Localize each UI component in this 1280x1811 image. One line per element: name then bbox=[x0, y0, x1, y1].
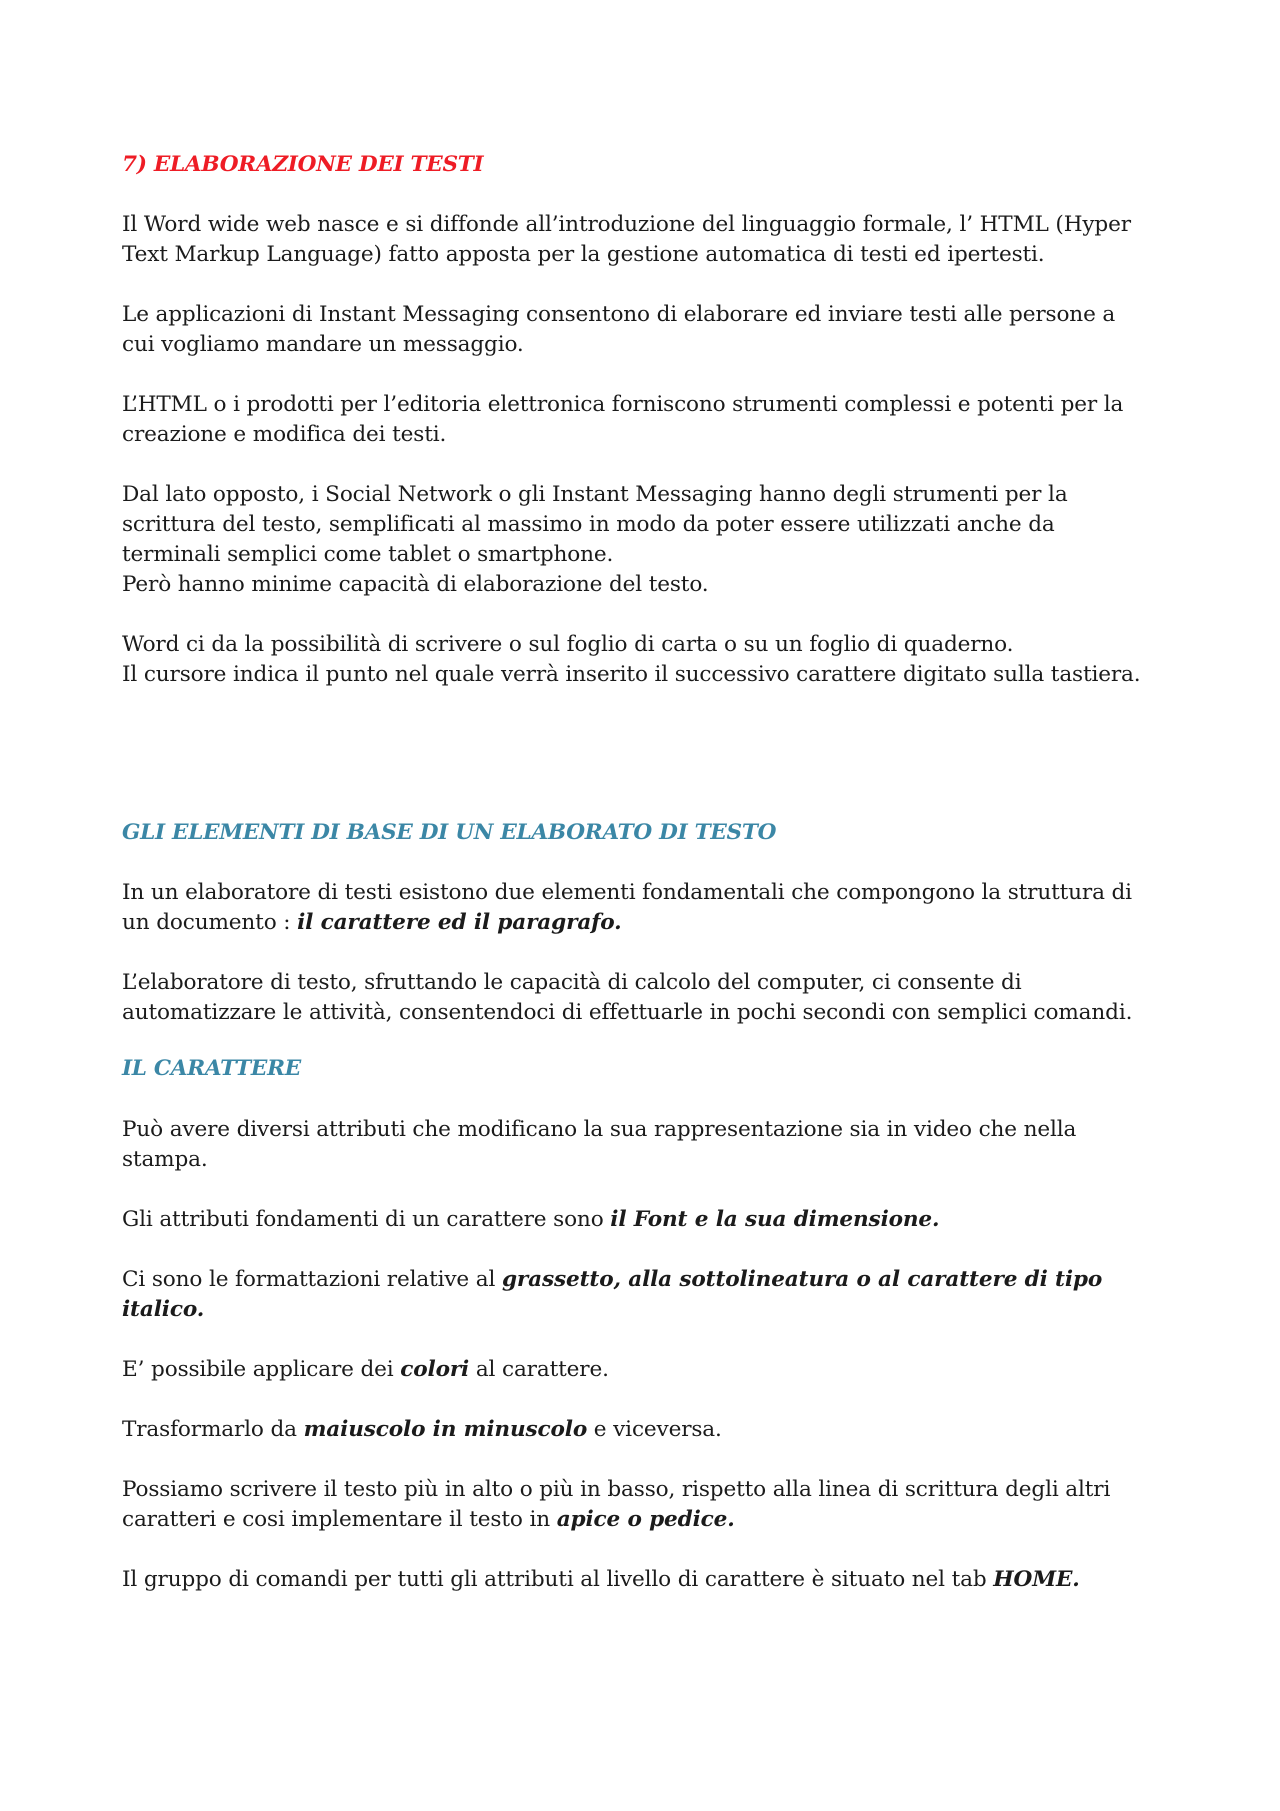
text-line: Il cursore indica il punto nel quale verrà inserito il successivo carattere digitato sulla tastiera. bbox=[122, 662, 1141, 687]
paragraph-word-cursore bbox=[122, 630, 1162, 690]
paragraph-elementi-fondamentali bbox=[122, 878, 1162, 938]
text-line bbox=[122, 1265, 1162, 1295]
text-line: Text Markup Language) fatto apposta per la gestione automatica di testi ed ipertesti. bbox=[122, 242, 1045, 267]
section-heading-elementi-base: GLI ELEMENTI DI BASE DI UN ELABORATO DI TESTO bbox=[122, 820, 777, 845]
paragraph-elaboratore-testo bbox=[122, 968, 1162, 1028]
text-line: stampa. bbox=[122, 1147, 208, 1172]
text-run: caratteri e cosi implementare il testo in bbox=[122, 1507, 557, 1532]
paragraph-apice-pedice bbox=[122, 1475, 1162, 1535]
paragraph-www-html bbox=[122, 210, 1162, 270]
section-heading-elaborazione: 7) ELABORAZIONE DEI TESTI bbox=[122, 152, 484, 177]
text-run: Ci sono le formattazioni relative al bbox=[122, 1267, 502, 1292]
text-line bbox=[122, 1205, 1162, 1235]
text-line: Le applicazioni di Instant Messaging consentono di elaborare ed inviare testi alle persone a bbox=[122, 302, 1116, 327]
text-line: Però hanno minime capacità di elaborazione del testo. bbox=[122, 572, 709, 597]
emphasis-text: HOME. bbox=[993, 1567, 1080, 1592]
text-line: L’HTML o i prodotti per l’editoria elettronica forniscono strumenti complessi e potenti per la bbox=[122, 392, 1124, 417]
text-run: Trasformarlo da bbox=[122, 1417, 304, 1442]
text-run: Il gruppo di comandi per tutti gli attributi al livello di carattere è situato nel tab bbox=[122, 1567, 994, 1592]
text-line: automatizzare le attività, consentendoci di effettuarle in pochi secondi con semplici comandi. bbox=[122, 1000, 1133, 1025]
emphasis-text: maiuscolo in minuscolo bbox=[303, 1417, 588, 1442]
text-line bbox=[122, 1505, 1162, 1535]
text-line bbox=[122, 908, 1162, 938]
text-line: terminali semplici come tablet o smartphone. bbox=[122, 542, 614, 567]
paragraph-instant-messaging bbox=[122, 300, 1162, 360]
emphasis-text: grassetto, alla sottolineatura o al carattere di tipo bbox=[501, 1267, 1103, 1292]
paragraph-colori bbox=[122, 1355, 1162, 1385]
paragraph-social-network bbox=[122, 480, 1162, 600]
text-line: Possiamo scrivere il testo più in alto o più in basso, rispetto alla linea di scrittura degli altri bbox=[122, 1477, 1111, 1502]
paragraph-formattazioni bbox=[122, 1265, 1162, 1325]
text-run: un documento : bbox=[122, 910, 298, 935]
text-line: Il Word wide web nasce e si diffonde all’introduzione del linguaggio formale, l’ HTML (Hyper bbox=[122, 212, 1131, 237]
text-line: Dal lato opposto, i Social Network o gli Instant Messaging hanno degli strumenti per la bbox=[122, 482, 1068, 507]
text-line: L’elaboratore di testo, sfruttando le capacità di calcolo del computer, ci consente di bbox=[122, 970, 1022, 995]
emphasis-text: il Font e la sua dimensione. bbox=[610, 1207, 940, 1232]
document-content bbox=[122, 150, 1162, 1595]
paragraph-font-dimensione bbox=[122, 1205, 1162, 1235]
paragraph-tab-home bbox=[122, 1565, 1162, 1595]
text-line: Word ci da la possibilità di scrivere o sul foglio di carta o su un foglio di quaderno. bbox=[122, 632, 1014, 657]
text-line: cui vogliamo mandare un messaggio. bbox=[122, 332, 524, 357]
emphasis-text: apice o pedice. bbox=[556, 1507, 735, 1532]
text-line: In un elaboratore di testi esistono due elementi fondamentali che compongono la struttura di bbox=[122, 880, 1132, 905]
text-line bbox=[122, 1355, 1162, 1385]
text-line bbox=[122, 1565, 1162, 1595]
text-run: E’ possibile applicare dei bbox=[122, 1357, 401, 1382]
text-line bbox=[122, 1415, 1162, 1445]
paragraph-maiuscolo bbox=[122, 1415, 1162, 1445]
emphasis-text: italico. bbox=[122, 1297, 205, 1322]
paragraph-html-editoria bbox=[122, 390, 1162, 450]
text-run: Gli attributi fondamenti di un carattere sono bbox=[122, 1207, 611, 1232]
text-run: al carattere. bbox=[469, 1357, 609, 1382]
text-line: creazione e modifica dei testi. bbox=[122, 422, 447, 447]
text-line: Può avere diversi attributi che modificano la sua rappresentazione sia in video che nella bbox=[122, 1117, 1077, 1142]
paragraph-attributi bbox=[122, 1115, 1162, 1175]
text-line: scrittura del testo, semplificati al massimo in modo da poter essere utilizzati anche da bbox=[122, 512, 1055, 537]
emphasis-text: il carattere ed il paragrafo. bbox=[297, 910, 622, 935]
text-run: e viceversa. bbox=[587, 1417, 722, 1442]
emphasis-text: colori bbox=[400, 1357, 470, 1382]
section-heading-carattere: IL CARATTERE bbox=[122, 1056, 301, 1081]
